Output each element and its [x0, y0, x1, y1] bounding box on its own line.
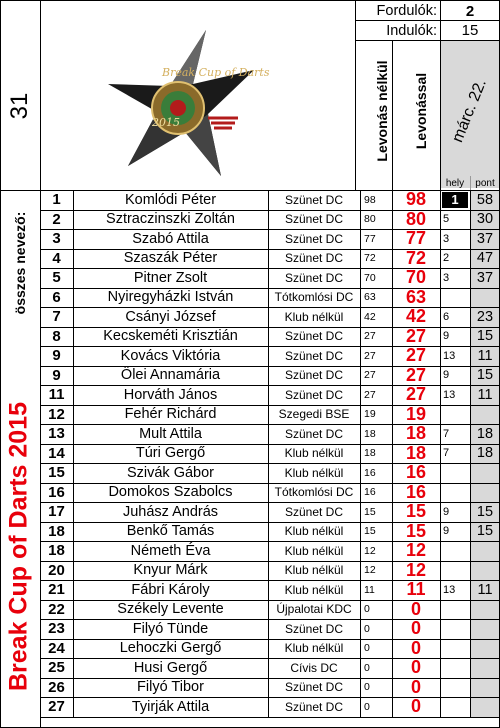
border-line: [40, 502, 500, 503]
col-header-levonassal: Levonással: [413, 72, 429, 150]
round-place: [440, 405, 473, 425]
border-line: [40, 561, 500, 562]
player-name: Szabó Attila: [132, 230, 209, 247]
points-without-deduction: 0: [364, 642, 370, 655]
border-line: [0, 0, 1, 728]
rank-cell: 3: [52, 230, 61, 248]
points-with-deduction: 27: [405, 326, 427, 346]
round-place: [440, 288, 473, 308]
club-name: Szünet DC: [284, 504, 344, 519]
border-line: [40, 580, 500, 581]
border-line: [40, 210, 500, 211]
border-line: [40, 522, 500, 523]
round-place: [440, 561, 473, 581]
border-line: [40, 307, 500, 308]
round-points: 18: [476, 445, 494, 462]
points-without-deduction: 15: [364, 505, 376, 518]
rank-cell: 25: [48, 659, 65, 677]
border-line: [40, 385, 500, 386]
indulok-value: 15: [461, 22, 479, 39]
round-place: [440, 658, 473, 678]
player-name: Domokos Szabolcs: [108, 484, 233, 501]
border-line: [355, 20, 500, 21]
svg-text:Break Cup of Darts: Break Cup of Darts: [162, 66, 270, 79]
round-points: 37: [476, 230, 494, 247]
svg-text:2015: 2015: [152, 116, 180, 129]
club-name: Szünet DC: [284, 699, 344, 714]
round-points: 15: [476, 503, 494, 520]
points-with-deduction: 0: [410, 619, 421, 639]
points-without-deduction: 0: [364, 700, 370, 713]
points-without-deduction: 19: [364, 408, 376, 421]
round-place: [440, 697, 473, 717]
big-number: 31: [6, 92, 33, 120]
points-without-deduction: 0: [364, 681, 370, 694]
club-name: Szünet DC: [284, 426, 344, 441]
border-line: [40, 619, 500, 620]
rank-cell: 2: [52, 210, 61, 228]
round-place: [440, 678, 473, 698]
points-without-deduction: 63: [364, 291, 376, 304]
club-name: Szünet DC: [284, 621, 344, 636]
round-place: [440, 463, 473, 483]
player-name: Horváth János: [123, 386, 218, 403]
points-with-deduction: 0: [410, 697, 421, 717]
border-line: [40, 229, 500, 230]
club-name: Tótkomlósi DC: [274, 290, 354, 305]
player-name: Szaszák Péter: [123, 250, 218, 267]
club-name: Cívis DC: [290, 660, 338, 675]
round-place: [440, 600, 473, 620]
points-without-deduction: 27: [364, 330, 376, 343]
points-with-deduction: 98: [405, 190, 427, 210]
border-line: [40, 249, 500, 250]
points-without-deduction: 12: [364, 544, 376, 557]
round-place: 13: [443, 583, 456, 596]
points-with-deduction: 27: [405, 365, 427, 385]
player-name: Székely Levente: [117, 601, 224, 618]
points-without-deduction: 16: [364, 486, 376, 499]
points-with-deduction: 15: [405, 502, 427, 522]
points-with-deduction: 72: [405, 248, 427, 268]
round-points: [470, 463, 500, 483]
star-logo-icon: [100, 26, 280, 178]
player-name: Ölei Annamária: [120, 367, 221, 384]
club-name: Szünet DC: [284, 192, 344, 207]
points-without-deduction: 0: [364, 622, 370, 635]
border-line: [355, 40, 500, 41]
points-with-deduction: 16: [405, 482, 427, 502]
rank-cell: 14: [48, 444, 65, 462]
logo: [100, 26, 280, 178]
round-place: 2: [443, 252, 450, 265]
points-without-deduction: 11: [364, 583, 375, 596]
points-without-deduction: 18: [364, 447, 376, 460]
round-place: 7: [443, 447, 450, 460]
points-with-deduction: 42: [405, 307, 427, 327]
rank-cell: 18: [48, 542, 65, 560]
club-name: Klub nélkül: [284, 309, 344, 324]
rank-cell: 24: [48, 639, 65, 657]
points-without-deduction: 15: [364, 525, 376, 538]
border-line: [40, 658, 500, 659]
round-points: [470, 561, 500, 581]
club-name: Újpalotai KDC: [276, 602, 352, 617]
round-place: 3: [443, 232, 450, 245]
round-points: [470, 600, 500, 620]
border-line: [40, 483, 500, 484]
rank-cell: 20: [48, 561, 65, 579]
player-name: Tyirják Attila: [131, 698, 210, 715]
player-name: Pitner Zsolt: [133, 269, 208, 286]
rank-cell: 8: [52, 327, 61, 345]
rank-cell: 11: [48, 386, 65, 404]
round-points: 11: [477, 347, 493, 364]
points-without-deduction: 27: [364, 349, 376, 362]
round-place: 13: [443, 388, 456, 401]
points-with-deduction: 11: [406, 580, 426, 600]
club-name: Klub nélkül: [284, 582, 344, 597]
player-name: Juhász András: [122, 503, 219, 520]
rank-cell: 9: [52, 347, 61, 365]
round-place: [440, 639, 473, 659]
round-points: 23: [476, 308, 494, 325]
rank-cell: 27: [48, 698, 65, 716]
border-line: [40, 268, 500, 269]
border-line: [40, 444, 500, 445]
club-name: Szünet DC: [284, 680, 344, 695]
round-points: 15: [476, 367, 494, 384]
points-with-deduction: 77: [405, 229, 427, 249]
border-line: [40, 697, 500, 698]
round-place: 5: [443, 213, 450, 226]
round-points: 58: [476, 191, 494, 208]
round-points: 37: [476, 269, 494, 286]
round-place: 9: [443, 369, 450, 382]
player-name: Knyur Márk: [133, 562, 208, 579]
points-without-deduction: 18: [364, 427, 376, 440]
border-line: [0, 190, 500, 191]
border-line: [40, 327, 500, 328]
round-place: 3: [443, 271, 450, 284]
player-name: Kovács Viktória: [120, 347, 221, 364]
points-with-deduction: 18: [405, 424, 427, 444]
border-line: [40, 424, 500, 425]
player-name: Mult Attila: [139, 425, 202, 442]
indulok-label: Indulók:: [386, 22, 437, 39]
club-name: Szünet DC: [284, 270, 344, 285]
round-place: 7: [443, 427, 450, 440]
sidebar-title: Break Cup of Darts 2015: [4, 402, 33, 692]
border-line: [40, 346, 500, 347]
points-without-deduction: 77: [364, 232, 376, 245]
player-name: Filyó Tibor: [137, 679, 204, 696]
round-points: 18: [476, 425, 494, 442]
club-name: Tótkomlósi DC: [274, 485, 354, 500]
player-name: Szivák Gábor: [126, 464, 215, 481]
club-name: Szünet DC: [284, 251, 344, 266]
points-with-deduction: 0: [410, 658, 421, 678]
round-points: [470, 697, 500, 717]
points-without-deduction: 0: [364, 603, 370, 616]
player-name: Kecskeméti Krisztián: [103, 328, 238, 345]
osszes-nevezo-label: összes nevező:: [12, 211, 28, 315]
border-line: [440, 0, 441, 40]
points-with-deduction: 12: [405, 560, 427, 580]
club-name: Klub nélkül: [284, 641, 344, 656]
col-header-levonas-nelkul: Levonás nélkül: [374, 60, 390, 162]
rank-cell: 23: [48, 620, 65, 638]
fordulok-label: Fordulók:: [376, 3, 437, 19]
round-points: 15: [476, 328, 494, 345]
border-line: [40, 366, 500, 367]
points-with-deduction: 80: [405, 209, 427, 229]
round-points: 11: [477, 386, 493, 403]
rank-cell: 16: [48, 483, 65, 501]
border-line: [40, 678, 500, 679]
rank-cell: 22: [48, 600, 65, 618]
border-line: [0, 0, 500, 1]
points-without-deduction: 42: [364, 310, 376, 323]
border-line: [40, 639, 500, 640]
club-name: Klub nélkül: [284, 563, 344, 578]
border-line: [40, 717, 500, 718]
round-points: 15: [476, 523, 494, 540]
points-with-deduction: 18: [405, 443, 427, 463]
fordulok-value: 2: [465, 2, 475, 20]
rank-cell: 12: [48, 405, 65, 423]
round-place: 9: [443, 525, 450, 538]
points-without-deduction: 70: [364, 271, 376, 284]
round-points: 47: [476, 250, 494, 267]
points-with-deduction: 0: [410, 638, 421, 658]
points-with-deduction: 16: [405, 463, 427, 483]
player-name: Husi Gergő: [133, 659, 208, 676]
border-line: [392, 40, 393, 190]
points-with-deduction: 27: [405, 346, 427, 366]
border-line: [40, 463, 500, 464]
border-line: [40, 405, 500, 406]
round-place: 9: [443, 505, 450, 518]
rank-cell: 5: [52, 269, 61, 287]
player-name: Németh Éva: [130, 542, 211, 559]
border-line: [40, 541, 500, 542]
club-name: Klub nélkül: [284, 465, 344, 480]
points-with-deduction: 12: [405, 541, 427, 561]
rank-cell: 6: [52, 288, 61, 306]
rank-cell: 13: [48, 425, 65, 443]
pont-label: pont: [475, 178, 495, 189]
round-place: 9: [443, 330, 450, 343]
player-name: Csányi József: [125, 308, 216, 325]
club-name: Szünet DC: [284, 231, 344, 246]
player-name: Nyiregyházki István: [107, 289, 234, 306]
round-points: [470, 288, 500, 308]
round-points: 11: [477, 581, 493, 598]
club-name: Klub nélkül: [284, 524, 344, 539]
points-without-deduction: 72: [364, 252, 376, 265]
round-points: [470, 483, 500, 503]
border-line: [440, 40, 441, 190]
rank-cell: 15: [48, 464, 65, 482]
player-name: Sztraczinszki Zoltán: [106, 211, 235, 228]
player-name: Lehoczki Gergő: [119, 640, 222, 657]
grid-line: [470, 176, 471, 190]
rank-cell: 18: [48, 522, 65, 540]
round-place: 1: [442, 192, 468, 208]
hely-label: hely: [445, 178, 465, 189]
round-place: 6: [443, 310, 450, 323]
round-points: [470, 405, 500, 425]
points-with-deduction: 70: [405, 268, 427, 288]
club-name: Szegedi BSE: [278, 407, 350, 422]
round-points: [470, 658, 500, 678]
points-without-deduction: 80: [364, 213, 376, 226]
points-without-deduction: 27: [364, 388, 376, 401]
club-name: Szünet DC: [284, 212, 344, 227]
player-name: Benkő Tamás: [126, 523, 215, 540]
round-points: 30: [476, 211, 494, 228]
points-with-deduction: 19: [405, 404, 427, 424]
rank-cell: 21: [48, 581, 65, 599]
round-place: 13: [443, 349, 456, 362]
player-name: Filyó Tünde: [132, 620, 209, 637]
rank-cell: 26: [48, 678, 65, 696]
points-with-deduction: 63: [405, 287, 427, 307]
round-place: [440, 483, 473, 503]
club-name: Szünet DC: [284, 368, 344, 383]
border-line: [355, 0, 356, 190]
club-name: Szünet DC: [284, 329, 344, 344]
round-points: [470, 639, 500, 659]
round-points: [470, 678, 500, 698]
border-line: [0, 190, 40, 191]
round-place: [440, 541, 473, 561]
border-line: [40, 600, 500, 601]
points-with-deduction: 27: [405, 385, 427, 405]
points-without-deduction: 16: [364, 466, 376, 479]
round-points: [470, 541, 500, 561]
player-name: Fábri Károly: [131, 581, 210, 598]
round-place: [440, 619, 473, 639]
club-name: Klub nélkül: [284, 543, 344, 558]
points-without-deduction: 0: [364, 661, 370, 674]
date-header: márc. 22.: [449, 76, 490, 145]
club-name: Szünet DC: [284, 387, 344, 402]
points-with-deduction: 0: [410, 599, 421, 619]
points-without-deduction: 98: [364, 193, 376, 206]
player-name: Fehér Richárd: [124, 406, 217, 423]
rank-cell: 7: [52, 308, 61, 326]
rank-cell: 4: [52, 249, 61, 267]
points-without-deduction: 27: [364, 369, 376, 382]
points-with-deduction: 15: [405, 521, 427, 541]
points-with-deduction: 0: [410, 677, 421, 697]
player-name: Túri Gergő: [135, 445, 206, 462]
round-points: [470, 619, 500, 639]
points-without-deduction: 12: [364, 564, 376, 577]
border-line: [40, 288, 500, 289]
club-name: Szünet DC: [284, 348, 344, 363]
rank-cell: 9: [52, 366, 61, 384]
rank-cell: 1: [52, 191, 61, 209]
rank-cell: 17: [48, 503, 65, 521]
player-name: Komlódi Péter: [124, 191, 217, 208]
club-name: Klub nélkül: [284, 446, 344, 461]
